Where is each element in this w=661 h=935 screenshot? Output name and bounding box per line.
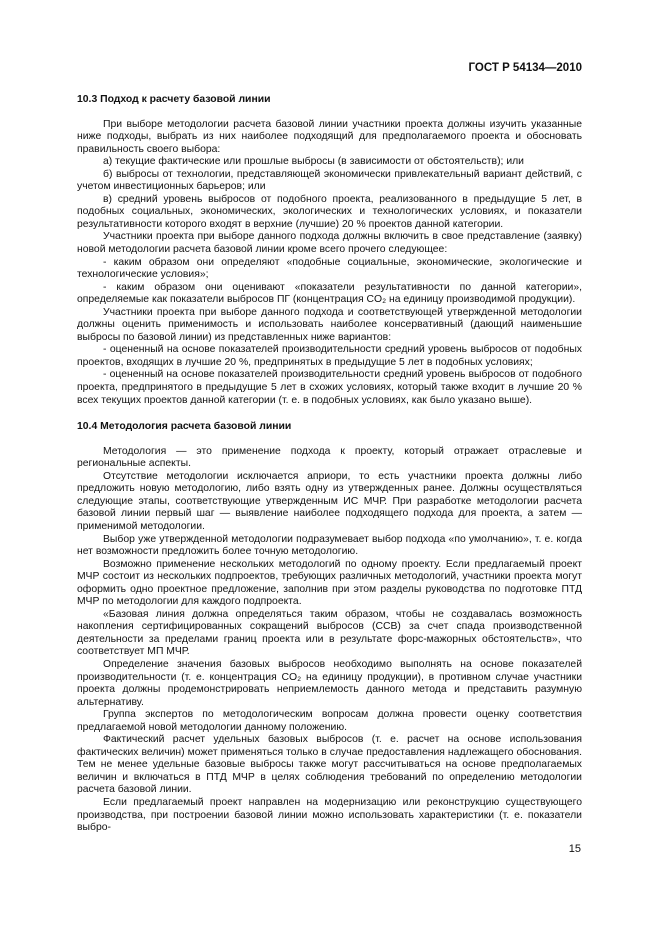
paragraph: Если предлагаемый проект направлен на модернизацию или реконструкцию существующего производства, при построении базовой линии можно использовать характеристики (т. е. показатели выбро-: [77, 796, 582, 834]
paragraph: Участники проекта при выборе данного подхода и соответствующей утвержденной методологии должны оценить применимость и использовать наиболее консервативный (дающий наименьшие выбросы по базовой линии) из представленных ниже вариантов:: [77, 306, 582, 343]
list-item: в) средний уровень выбросов от подобного проекта, реализованного в предыдущие 5 лет, в подобных социальных, экономических, экологических и технологических условиях, и показатели результативности которого входят в верхние (лучшие) 20 % проектов данной категории.: [77, 193, 582, 230]
list-item: - каким образом они оценивают «показатели результативности по данной категории», определяемые как показатели выбросов ПГ (концентрация CO₂ на единицу производимой продукции).: [77, 281, 582, 306]
section-heading-10-4: 10.4 Методология расчета базовой линии: [77, 421, 292, 433]
list-item: - оцененный на основе показателей производительности средний уровень выбросов от подобного проекта, предпринятого в предыдущие 5 лет в схожих условиях, который также входит в лучшие 20 % всех текущих проектов данной категории (т. е. в подобных условиях, как было указано выше).: [77, 369, 582, 406]
paragraph: При выборе методологии расчета базовой линии участники проекта должны изучить указанные ниже подходы, выбрать из них наиболее подходящий для предполагаемого проекта и обосновать правильность своего выбора:: [77, 118, 582, 155]
paragraph: Участники проекта при выборе данного подхода должны включить в свое представление (заявку) новой методологии расчета базовой линии кроме всего прочего следующее:: [77, 231, 582, 256]
section-heading-10-3: 10.3 Подход к расчету базовой линии: [77, 94, 271, 105]
paragraph: Методология — это применение подхода к проекту, который отражает отраслевые и региональные аспекты.: [77, 445, 582, 470]
list-item: б) выбросы от технологии, представляющей экономически привлекательный вариант действий, с учетом инвестиционных барьеров; или: [77, 168, 582, 193]
paragraph: Возможно применение нескольких методологий по одному проекту. Если предлагаемый проект МЧР состоит из нескольких подпроектов, требующих различных методологий, участники проекта могут оформить одно проектное предложение, заполнив при этом разделы руководства по подготовке ПТД МЧР по методологии для каждого подпроекта.: [77, 558, 582, 608]
paragraph: «Базовая линия должна определяться таким образом, чтобы не создавалась возможность накопления сертифицированных сокращений выбросов (ССВ) за счет спада производственной деятельности за пределами границ проекта или в результате форс-мажорных обстоятельств», что соответствует МП МЧР.: [77, 608, 582, 658]
list-item: а) текущие фактические или прошлые выбросы (в зависимости от обстоятельств); или: [103, 156, 524, 168]
paragraph: Группа экспертов по методологическим вопросам должна провести оценку соответствия предлагаемой новой методологии данному положению.: [77, 709, 582, 733]
page-number: 15: [568, 843, 581, 855]
list-item: - каким образом они определяют «подобные социальные, экономические, экологические и технологические условия»;: [77, 256, 582, 281]
page-body: [77, 88, 582, 835]
paragraph: Выбор уже утвержденной методологии подразумевает выбор подхода «по умолчанию», т. е. когда нет возможности предложить более точную методологию.: [77, 533, 582, 558]
standard-designation: ГОСТ Р 54134—2010: [468, 62, 582, 74]
list-item: - оцененный на основе показателей производительности средний уровень выбросов от подобных проектов, входящих в лучшие 20 %, предпринятых в предыдущие 5 лет в подобных условиях;: [77, 344, 582, 368]
paragraph: Определение значения базовых выбросов необходимо выполнять на основе показателей производительности (т. е. концентрация CO₂ на единицу продукции), в противном случае участники проекта должны продемонстрировать неприемлемость данного метода и представить разумную альтернативу.: [77, 658, 582, 708]
paragraph: Фактический расчет удельных базовых выбросов (т. е. расчет на основе использования фактических величин) может применяться только в случае предоставления надлежащего обоснования. Тем не менее удельные базовые выбросы также могут рассчитываться на основе предполагаемых величин и включаться в ПТД МЧР в целях соблюдения требований по определению методологии расчета базовой линии.: [77, 734, 582, 796]
paragraph: Отсутствие методологии исключается априори, то есть участники проекта должны либо предложить новую методологию, либо взять одну из утвержденных ранее. Должны осуществляться следующие этапы, соответствующие утвержденным ИС МЧР. При разработке методологии расчета базовой линии первый шаг — выявление наиболее подходящего подхода для проекта, а затем — применимой методологии.: [77, 470, 582, 532]
